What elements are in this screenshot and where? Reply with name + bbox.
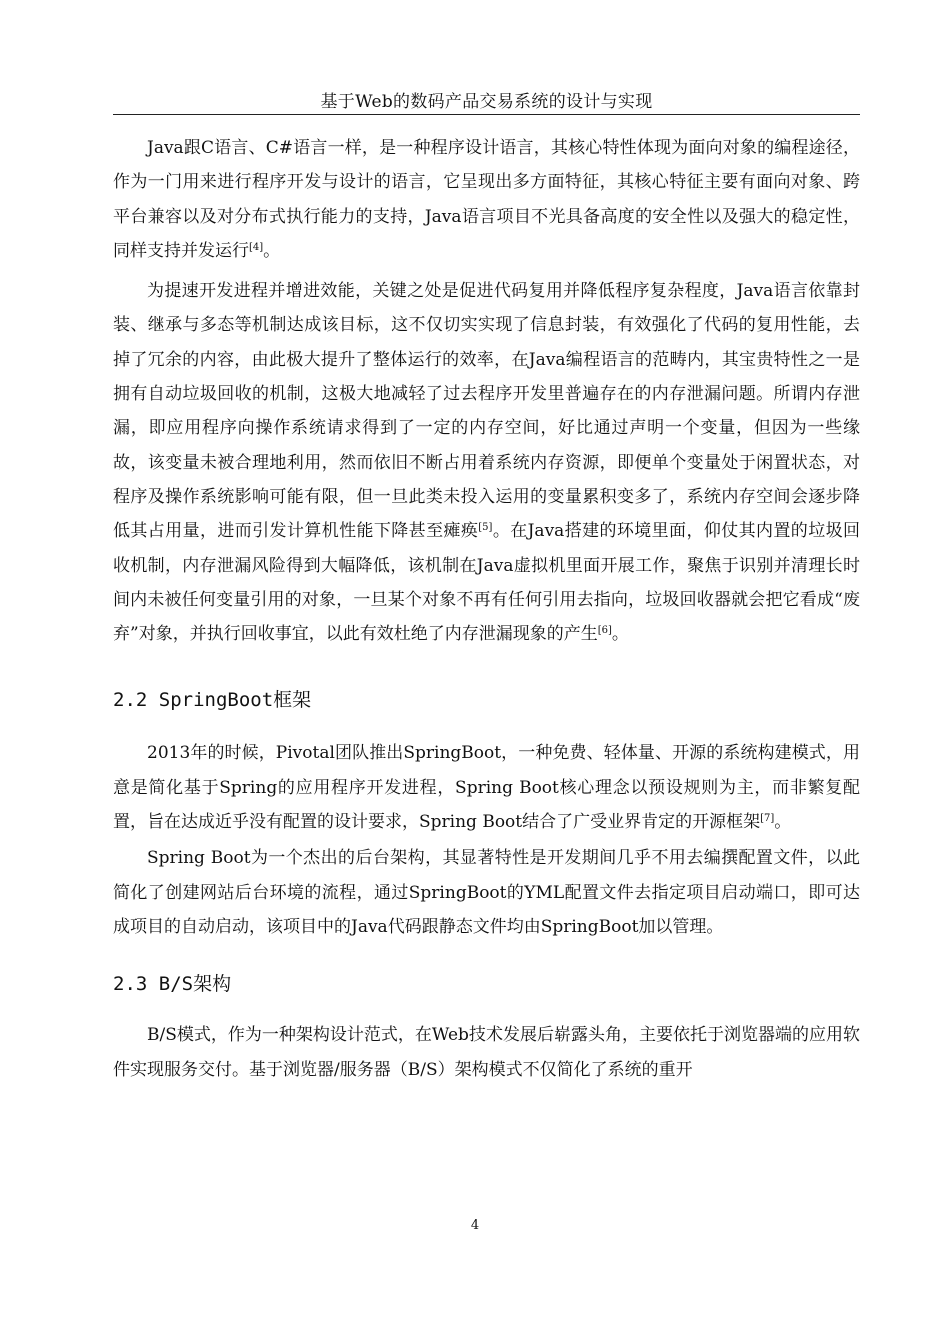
citation-7: [7] [760,813,775,825]
paragraph-text: B/S模式，作为一种架构设计范式，在Web技术发展后崭露头角，主要依托于浏览器端的应用软件实现服务交付。基于浏览器/服务器（B/S）架构模式不仅简化了系统的重开 [113,1025,860,1080]
section-heading-bs: 2.3 B/S架构 [113,973,232,996]
paragraph-text: 。在Java搭建的环境里面，仰仗其内置的垃圾回收机制，内存泄漏风险得到大幅降低，该机制在Java虚拟机里面开展工作，聚焦于识别并清理长时间内未被任何变量引用的对象，一旦某个对象不再有任何引用去指向，垃圾回收器就会把它看成“废弃”对象，并执行回收事宜，以此有效杜绝了内存泄漏现象的产生 [113,521,860,645]
citation-5: [5] [478,522,493,534]
paragraph-text: 为提速开发进程并增进效能，关键之处是促进代码复用并降低程序复杂程度，Java语言依靠封装、继承与多态等机制达成该目标，这不仅切实实现了信息封装，有效强化了代码的复用性能，去掉了冗余的内容，由此极大提升了整体运行的效率，在Java编程语言的范畴内，其宝贵特性之一是拥有自动垃圾回收的机制，这极大地减轻了过去程序开发里普遍存在的内存泄漏问题。所谓内存泄漏，即应用程序向操作系统请求得到了一定的内存空间，好比通过声明一个变量，但因为一些缘故，该变量未被合理地利用，然而依旧不断占用着系统内存资源，即便单个变量处于闲置状态，对程序及操作系统影响可能有限，但一旦此类未投入运用的变量累积变多了，系统内存空间会逐步降低其占用量，进而引发计算机性能下降甚至瘫痪 [113,281,860,542]
page-number: 4 [470,1218,480,1233]
bs-paragraph-1 [113,1018,860,1087]
paragraph-text: 2013年的时候，Pivotal团队推出SpringBoot，一种免费、轻体量、开源的系统构建模式，用意是简化基于Spring的应用程序开发进程，Spring Boot核心理念以预设规则为主，而非繁复配置，旨在达成近乎没有配置的设计要求，Spring Boot结合了广受业界肯定的开源框架 [113,743,860,833]
running-header-title: 基于Web的数码产品交易系统的设计与实现 [320,92,653,112]
paragraph-end: 。 [263,240,281,261]
springboot-paragraph-1 [113,736,860,839]
paragraph-text: Spring Boot为一个杰出的后台架构，其显著特性是开发期间几乎不用去编撰配置文件，以此简化了创建网站后台环境的流程，通过SpringBoot的YML配置文件去指定项目启动端口，即可达成项目的自动启动，该项目中的Java代码跟静态文件均由SpringBoot加以管理。 [113,848,860,937]
section-heading-springboot: 2.2 SpringBoot框架 [113,689,312,712]
java-paragraph-1 [113,131,860,268]
paragraph-end: 。 [774,812,792,833]
document-body [113,131,860,1087]
citation-4: [4] [249,241,264,253]
header-rule [113,114,860,115]
springboot-paragraph-2 [113,841,860,944]
citation-6: [6] [597,625,612,637]
paragraph-text: Java跟C语言、C#语言一样，是一种程序设计语言，其核心特性体现为面向对象的编程途径，作为一门用来进行程序开发与设计的语言，它呈现出多方面特征，其核心特征主要有面向对象、跨平台兼容以及对分布式执行能力的支持，Java语言项目不光具备高度的安全性以及强大的稳定性，同样支持并发运行 [113,138,860,261]
java-paragraph-2 [113,274,860,651]
paragraph-end: 。 [611,624,629,645]
